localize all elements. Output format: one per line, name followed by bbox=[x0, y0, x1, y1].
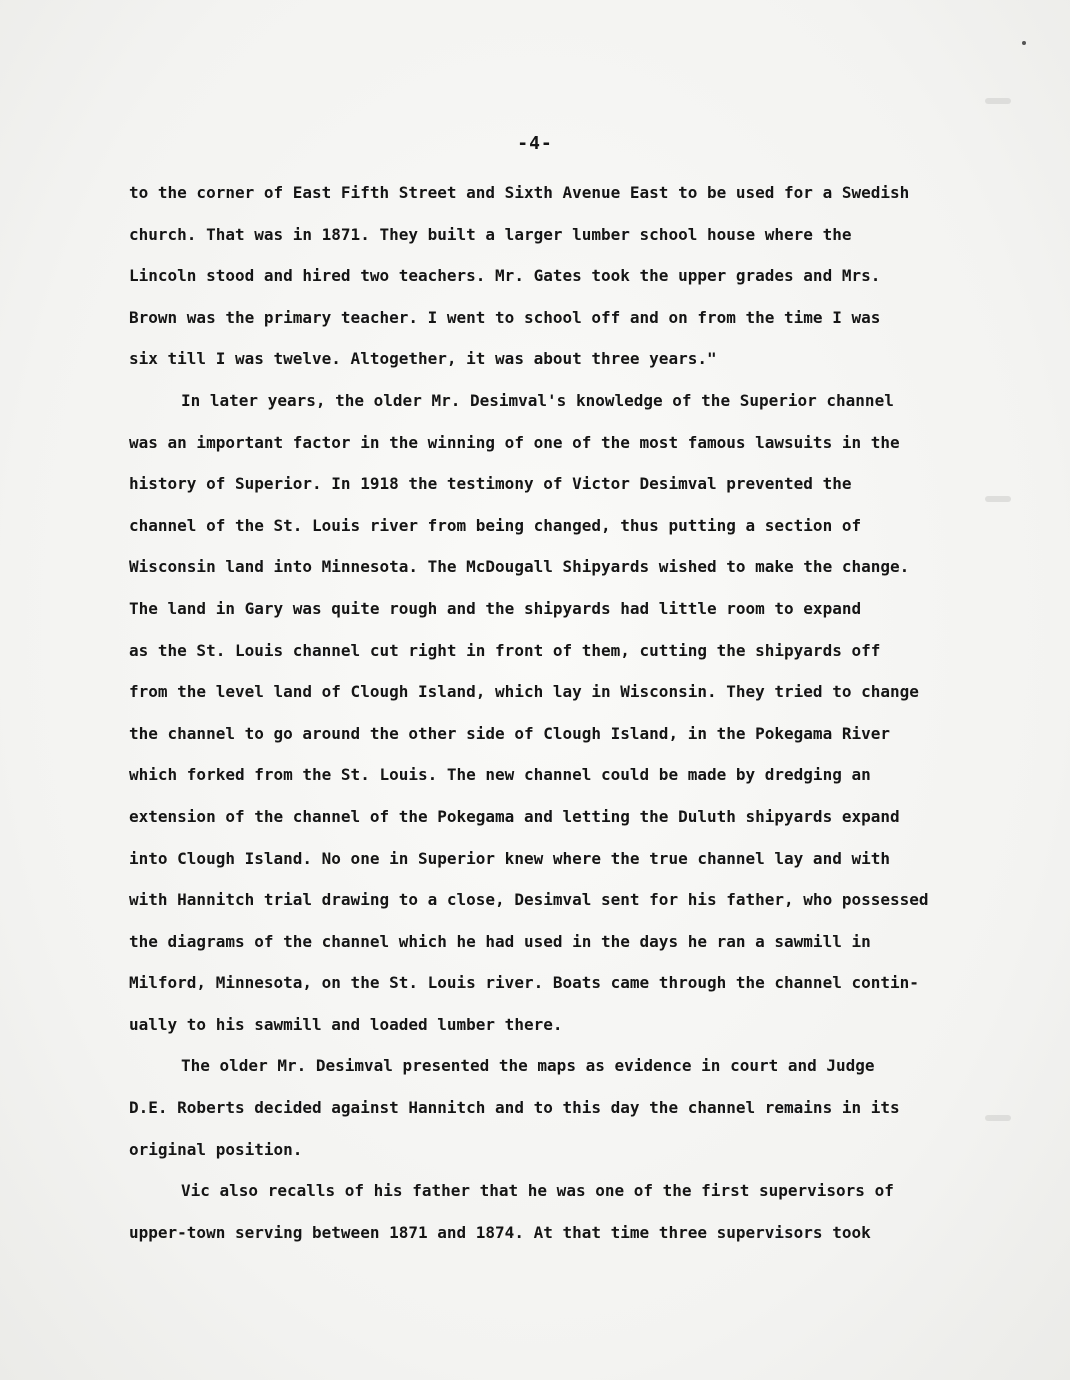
text-line: from the level land of Clough Island, which lay in Wisconsin. They tried to change bbox=[129, 682, 919, 702]
typed-text-body bbox=[129, 172, 1009, 1253]
text-line: six till I was twelve. Altogether, it was about three years." bbox=[129, 349, 717, 369]
text-line: The land in Gary was quite rough and the shipyards had little room to expand bbox=[129, 598, 862, 618]
text-line: the channel to go around the other side of Clough Island, in the Pokegama River bbox=[129, 723, 890, 743]
text-line: extension of the channel of the Pokegama and letting the Duluth shipyards expand bbox=[129, 806, 900, 826]
text-line: was an important factor in the winning of one of the most famous lawsuits in the bbox=[129, 432, 900, 452]
text-line: with Hannitch trial drawing to a close, Desimval sent for his father, who possessed bbox=[129, 890, 929, 910]
text-line: D.E. Roberts decided against Hannitch and to this day the channel remains in its bbox=[129, 1098, 900, 1118]
margin-smudge bbox=[985, 98, 1011, 104]
paragraph-start-line: The older Mr. Desimval presented the maps as evidence in court and Judge bbox=[181, 1056, 875, 1076]
text-line: original position. bbox=[129, 1139, 303, 1159]
text-line: ually to his sawmill and loaded lumber there. bbox=[129, 1014, 563, 1034]
text-line: channel of the St. Louis river from being changed, thus putting a section of bbox=[129, 515, 862, 535]
text-line: which forked from the St. Louis. The new channel could be made by dredging an bbox=[129, 765, 871, 785]
text-line: church. That was in 1871. They built a larger lumber school house where the bbox=[129, 224, 852, 244]
text-line: the diagrams of the channel which he had used in the days he ran a sawmill in bbox=[129, 931, 871, 951]
ink-speck bbox=[1022, 41, 1026, 45]
text-line: into Clough Island. No one in Superior knew where the true channel lay and with bbox=[129, 848, 890, 868]
paragraph-start-line: Vic also recalls of his father that he was one of the first supervisors of bbox=[181, 1181, 894, 1201]
text-line: Brown was the primary teacher. I went to school off and on from the time I was bbox=[129, 307, 881, 327]
text-line: to the corner of East Fifth Street and Sixth Avenue East to be used for a Swedish bbox=[129, 183, 910, 202]
page-number: -4- bbox=[517, 133, 553, 154]
text-line: Wisconsin land into Minnesota. The McDougall Shipyards wished to make the change. bbox=[129, 557, 910, 577]
text-line: history of Superior. In 1918 the testimony of Victor Desimval prevented the bbox=[129, 474, 852, 494]
text-line: upper-town serving between 1871 and 1874. At that time three supervisors took bbox=[129, 1222, 871, 1242]
paragraph-start-line: In later years, the older Mr. Desimval's knowledge of the Superior channel bbox=[181, 390, 894, 410]
text-line: as the St. Louis channel cut right in front of them, cutting the shipyards off bbox=[129, 640, 881, 660]
text-line: Lincoln stood and hired two teachers. Mr. Gates took the upper grades and Mrs. bbox=[129, 266, 881, 286]
text-line: Milford, Minnesota, on the St. Louis river. Boats came through the channel contin- bbox=[129, 973, 919, 993]
